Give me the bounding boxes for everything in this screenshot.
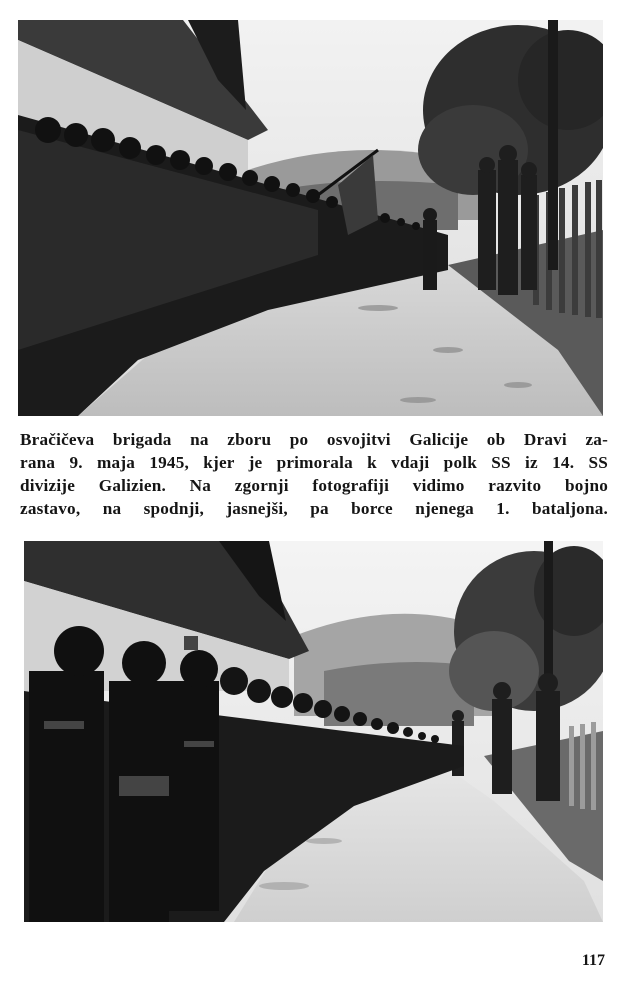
caption-line: Bračičeva brigada na zboru po osvojitvi Galicije ob Dravi za- [20, 430, 608, 449]
page-number: 117 [581, 952, 605, 969]
top-photograph [18, 20, 603, 416]
bottom-photo-scene [24, 541, 603, 922]
house-window [184, 636, 198, 650]
caption-line: zastavo, na spodnji, jasnejši, pa borce njenega 1. bataljona. [20, 499, 608, 518]
top-photo-scene [18, 20, 603, 416]
soldiers-right [478, 145, 537, 295]
bottom-photograph [24, 541, 603, 922]
photo-caption [20, 428, 608, 520]
wooden-fence [569, 722, 596, 810]
caption-line: rana 9. maja 1945, kjer je primorala k vdaji polk SS iz 14. SS [20, 453, 608, 472]
caption-line: divizije Galizien. Na zgornji fotografiji vidimo razvito bojno [20, 476, 608, 495]
officer-on-road [423, 208, 437, 290]
